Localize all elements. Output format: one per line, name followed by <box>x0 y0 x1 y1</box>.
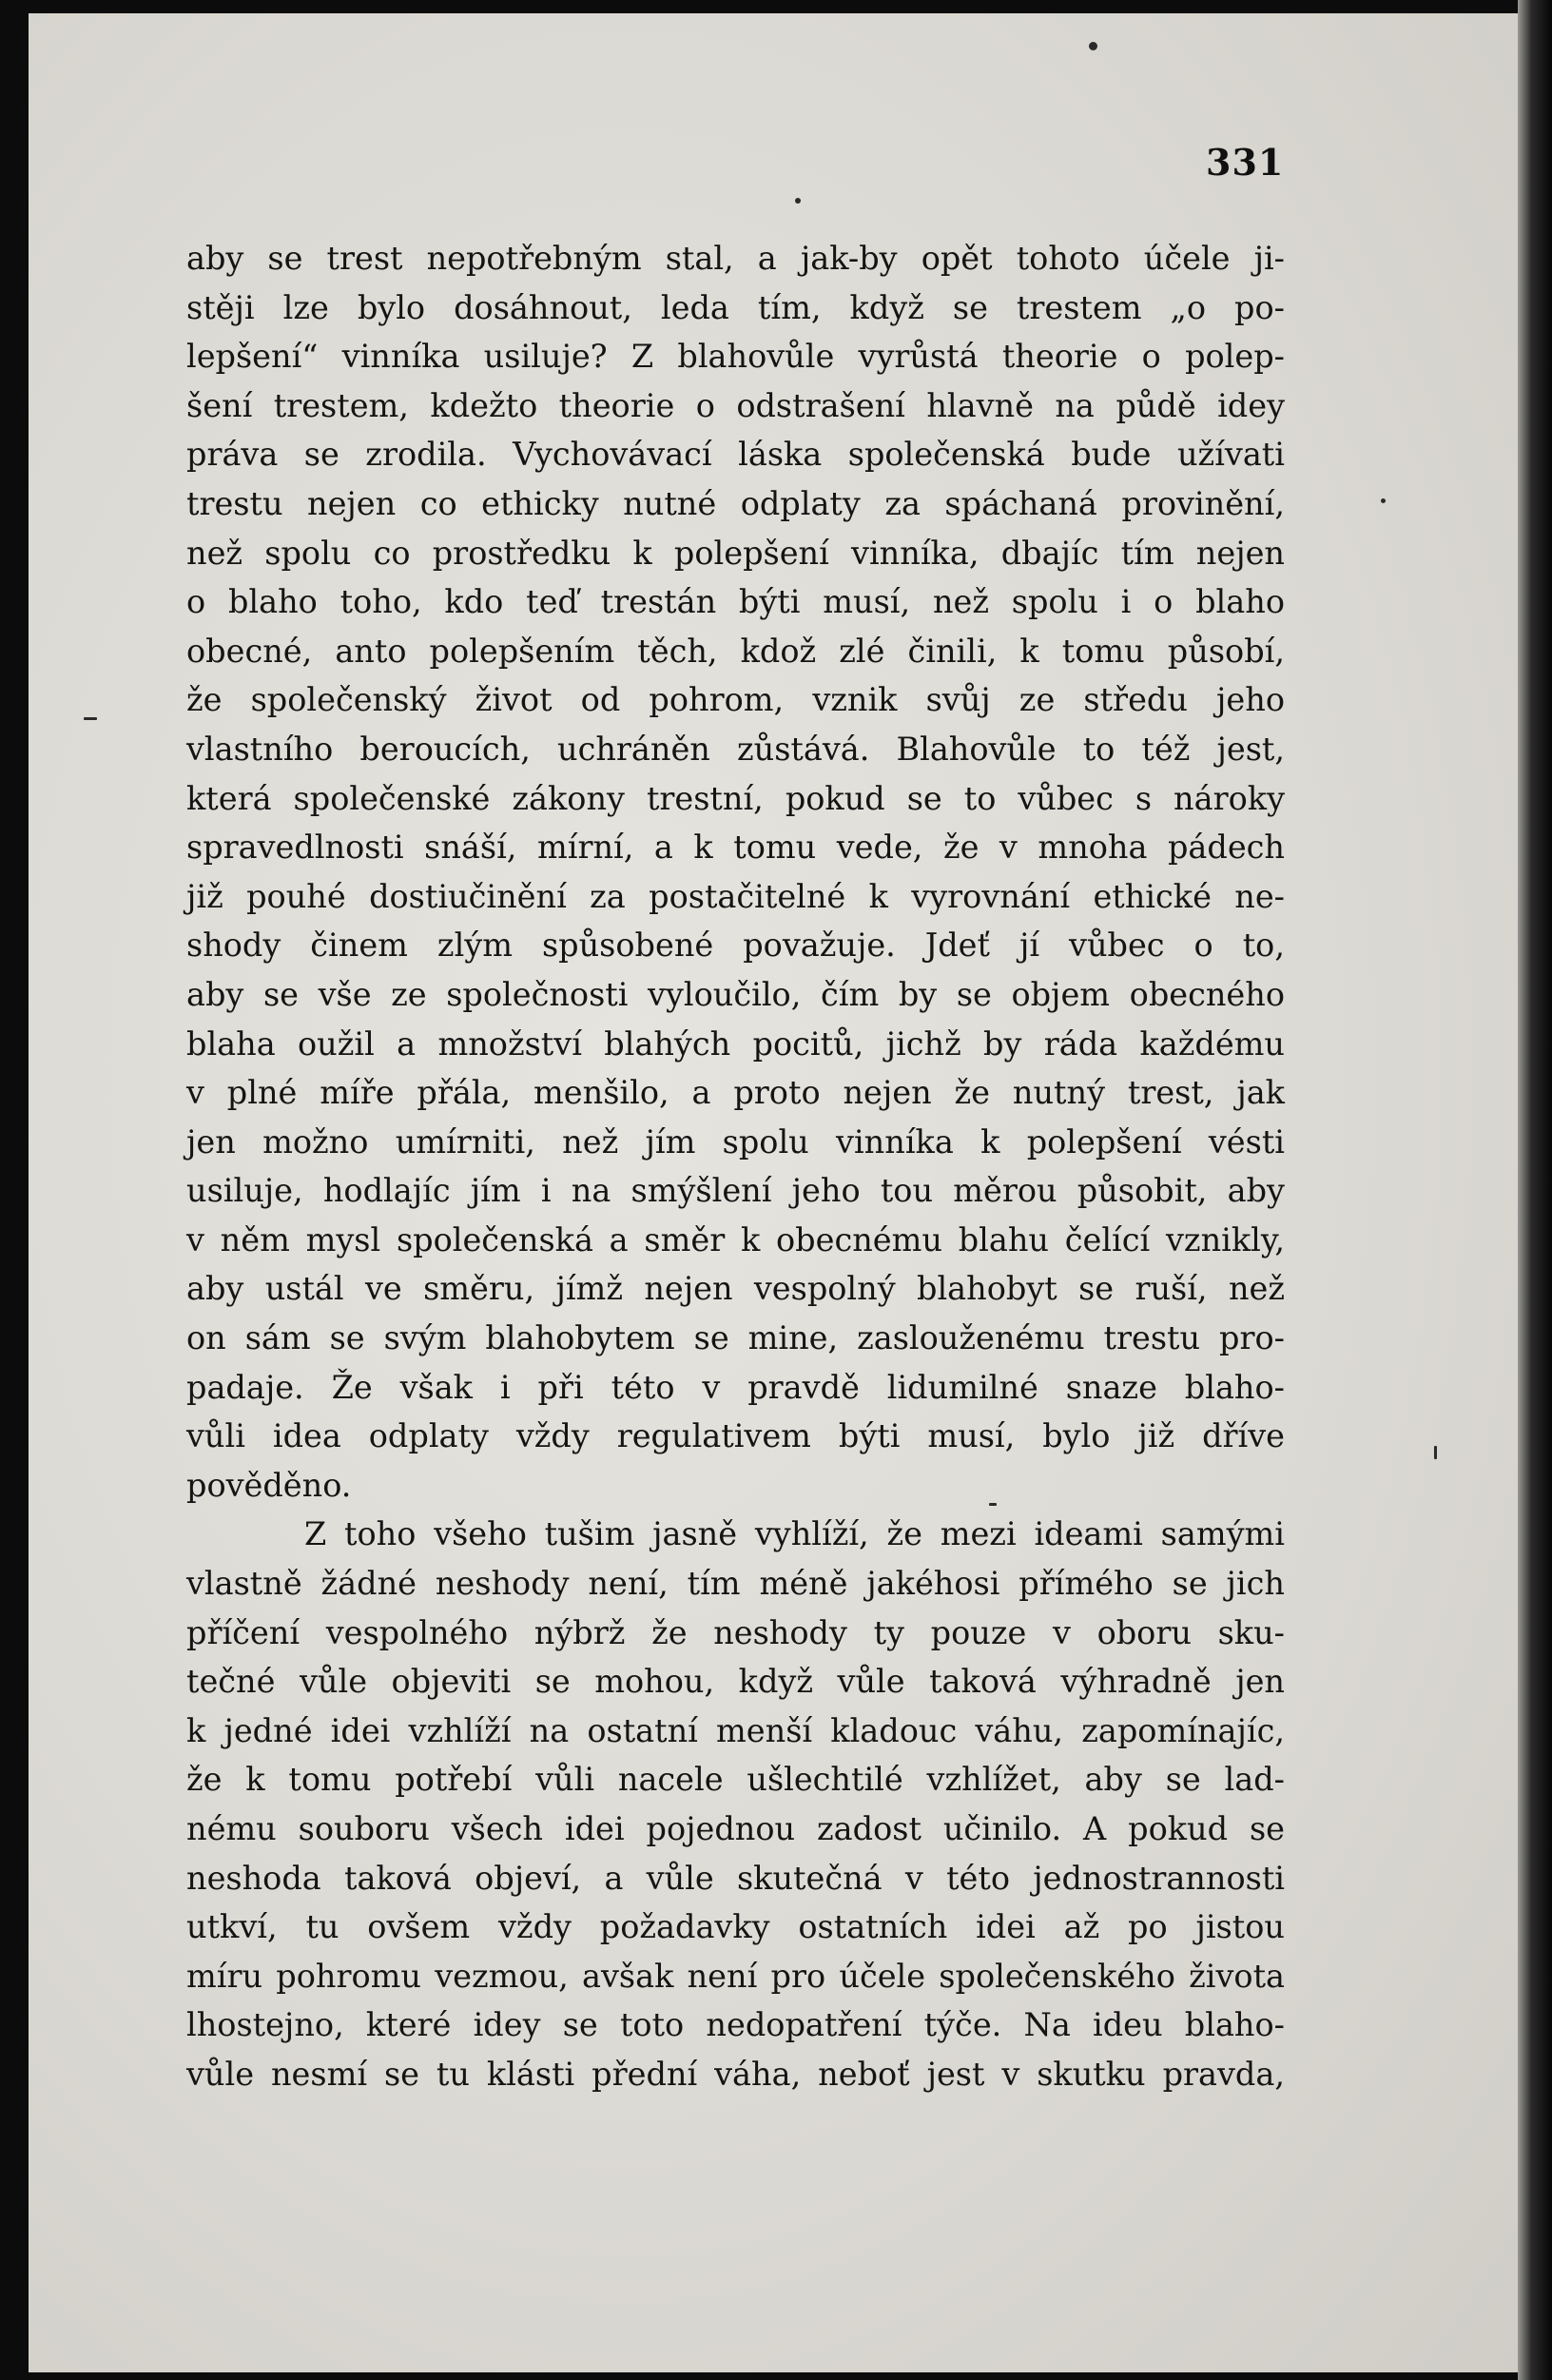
text-line: obecné, anto polepšením těch, kdož zlé činili, k tomu působí, <box>186 632 1285 670</box>
text-line: že společenský život od pohrom, vznik svůj ze středu jeho <box>186 681 1285 719</box>
text-line: trestu nejen co ethicky nutné odplaty za spáchaná provinění, <box>186 484 1285 522</box>
paragraph-1 <box>186 234 1285 1510</box>
text-line: vlastního beroucích, uchráněn zůstává. Blahovůle to též jest, <box>186 730 1285 768</box>
text-line: šení trestem, kdežto theorie o odstrašení hlavně na půdě idey <box>186 386 1285 424</box>
ink-speck <box>1434 1446 1437 1459</box>
text-line: nému souboru všech idei pojednou zadost učinilo. A pokud se <box>186 1810 1285 1847</box>
text-line: vůli idea odplaty vždy regulativem býti musí, bylo již dříve <box>186 1417 1285 1455</box>
ink-speck <box>1381 498 1386 503</box>
text-line: k jedné idei vzhlíží na ostatní menší kladouc váhu, zapomínajíc, <box>186 1711 1285 1749</box>
text-line: v plné míře přála, menšilo, a proto nejen že nutný trest, jak <box>186 1074 1285 1112</box>
text-line: že k tomu potřebí vůli nacele ušlechtilé vzhlížet, aby se lad- <box>186 1761 1285 1799</box>
text-line: vůle nesmí se tu klásti přední váha, neboť jest v skutku pravda, <box>186 2055 1285 2093</box>
text-line: jen možno umírniti, než jím spolu vinníka k polepšení vésti <box>186 1122 1285 1161</box>
text-line: stěji lze bylo dosáhnout, leda tím, když se trestem „o po- <box>186 288 1285 326</box>
text-line: lepšení“ vinníka usiluje? Z blahovůle vyrůstá theorie o polep- <box>186 338 1285 376</box>
text-line: aby ustál ve směru, jímž nejen vespolný blahobyt se ruší, než <box>186 1270 1285 1308</box>
body-text <box>186 234 1285 2099</box>
text-line: tečné vůle objeviti se mohou, když vůle taková výhradně jen <box>186 1663 1285 1701</box>
text-line: blaha oužil a množství blahých pocitů, jichž by ráda každému <box>186 1024 1285 1063</box>
text-line: utkví, tu ovšem vždy požadavky ostatních idei až po jistou <box>186 1908 1285 1946</box>
text-line: příčení vespolného nýbrž že neshody ty pouze v oboru sku- <box>186 1613 1285 1651</box>
text-line: pověděno. <box>186 1466 352 1504</box>
text-line: míru pohromu vezmou, avšak není pro účele společenského života <box>186 1957 1285 1995</box>
text-line: vlastně žádné neshody není, tím méně jakéhosi přímého se jich <box>186 1565 1285 1603</box>
ink-speck <box>795 198 801 204</box>
text-line: usiluje, hodlajíc jím i na smýšlení jeho tou měrou působit, aby <box>186 1172 1285 1210</box>
ink-speck <box>1089 42 1097 50</box>
text-line: v něm mysl společenská a směr k obecnému blahu čelící vznikly, <box>186 1220 1285 1258</box>
text-line: Z toho všeho tušim jasně vyhlíží, že mezi ideami samými <box>304 1515 1285 1553</box>
text-line: aby se vše ze společnosti vyloučilo, čím by se objem obecného <box>186 975 1285 1013</box>
text-line: práva se zrodila. Vychovávací láska společenská bude užívati <box>186 436 1285 474</box>
book-gutter-edge <box>1518 0 1552 2380</box>
text-line: on sám se svým blahobytem se mine, zaslouženému trestu pro- <box>186 1319 1285 1357</box>
paragraph-2 <box>186 1510 1285 2098</box>
text-line: aby se trest nepotřebným stal, a jak-by opět tohoto účele ji- <box>186 240 1285 277</box>
text-line: neshoda taková objeví, a vůle skutečná v této jednostrannosti <box>186 1859 1285 1897</box>
text-line: padaje. Že však i při této v pravdě lidumilné snaze blaho- <box>186 1368 1285 1406</box>
ink-speck <box>84 717 97 720</box>
page-number: 331 <box>1206 141 1285 184</box>
text-line: o blaho toho, kdo teď trestán býti musí, než spolu i o blaho <box>186 583 1285 621</box>
text-line: která společenské zákony trestní, pokud se to vůbec s nároky <box>186 779 1285 817</box>
text-line: spravedlnosti snáší, mírní, a k tomu vede, že v mnoha pádech <box>186 829 1285 867</box>
text-line: shody činem zlým spůsobené považuje. Jdeť jí vůbec o to, <box>186 927 1285 965</box>
text-line: než spolu co prostředku k polepšení vinníka, dbajíc tím nejen <box>186 534 1285 572</box>
text-line: již pouhé dostiučinění za postačitelné k vyrovnání ethické ne- <box>186 877 1285 915</box>
text-line: lhostejno, které idey se toto nedopatření týče. Na ideu blaho- <box>186 2006 1285 2044</box>
